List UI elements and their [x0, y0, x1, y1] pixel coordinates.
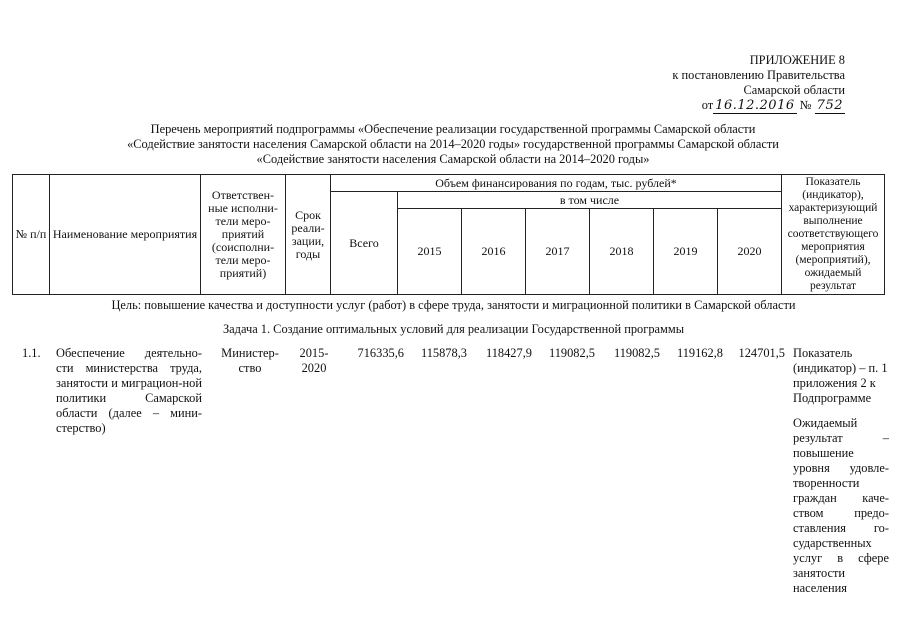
col-year-2015: 2015 — [398, 209, 462, 295]
appendix-title: ПРИЛОЖЕНИЕ 8 — [749, 53, 845, 67]
col-funding-header: Объем финансирования по годам, тыс. рублей* — [331, 175, 782, 192]
col-year-2016: 2016 — [462, 209, 526, 295]
appendix-block — [672, 53, 845, 114]
from-label: от — [701, 98, 714, 112]
row-responsible: Министер-ство — [221, 346, 279, 375]
col-indicator-header: Показатель (индикатор), характеризующий выполнение соответствующего мероприятия (мероприятий), ожидаемый результат — [782, 175, 885, 295]
col-responsible-header: Ответствен-ные исполни-тели меро-приятий (соисполни-тели меро-приятий) — [201, 175, 286, 295]
appendix-date-line — [672, 98, 845, 114]
handwritten-number: 752 — [816, 98, 843, 113]
number-label: № — [799, 98, 812, 112]
row-value-2015: 115878,3 — [420, 346, 467, 360]
row-total: 716335,6 — [357, 346, 404, 360]
col-including-header: в том числе — [398, 192, 782, 209]
title-line-3: «Содействие занятости населения Самарской области на 2014–2020 годы» — [256, 152, 650, 166]
appendix-decree: к постановлению Правительства — [672, 68, 845, 82]
row-value-2020: 124701,5 — [738, 346, 785, 360]
row-term: 2015-2020 — [299, 346, 329, 375]
goal-line: Цель: повышение качества и доступности услуг (работ) в сфере труда, занятости и миграционной политики в Самарской области — [111, 298, 796, 312]
row-value-2018: 119082,5 — [613, 346, 660, 360]
appendix-region: Самарской области — [743, 83, 845, 97]
title-line-1: Перечень мероприятий подпрограммы «Обеспечение реализации государственной программы Самарской области — [150, 122, 756, 136]
col-year-2018: 2018 — [590, 209, 654, 295]
row-value-2016: 118427,9 — [485, 346, 532, 360]
header-table — [12, 174, 885, 295]
row-indicator — [793, 346, 889, 596]
col-year-2020: 2020 — [718, 209, 782, 295]
expected-result-text: Ожидаемый результат – повышение уровня удовле-творенности граждан каче-ством предо-ставления го-сударственных услуг в сфере занятости населения — [793, 416, 889, 595]
row-value-2019: 119162,8 — [676, 346, 723, 360]
handwritten-date: 16.12.2016 — [715, 98, 795, 113]
col-total-header: Всего — [331, 192, 398, 295]
col-term-header: Срок реали-зации, годы — [286, 175, 331, 295]
row-number: 1.1. — [22, 346, 41, 360]
col-name-header: Наименование мероприятия — [50, 175, 201, 295]
row-name: Обеспечение деятельно-сти министерства труда, занятости и миграцион-ной политики Самарской области (далее – мини-стерство) — [56, 346, 202, 435]
col-year-2017: 2017 — [526, 209, 590, 295]
task-line: Задача 1. Создание оптимальных условий для реализации Государственной программы — [222, 322, 685, 336]
indicator-text: Показатель (индикатор) – п. 1 приложения 2 к Подпрограмме — [793, 346, 888, 405]
document-title — [40, 122, 866, 167]
row-value-2017: 119082,5 — [548, 346, 595, 360]
col-num-header: № п/п — [13, 175, 50, 295]
title-line-2: «Содействие занятости населения Самарской области на 2014–2020 годы» государственной программы Самарской области — [127, 137, 779, 151]
col-year-2019: 2019 — [654, 209, 718, 295]
